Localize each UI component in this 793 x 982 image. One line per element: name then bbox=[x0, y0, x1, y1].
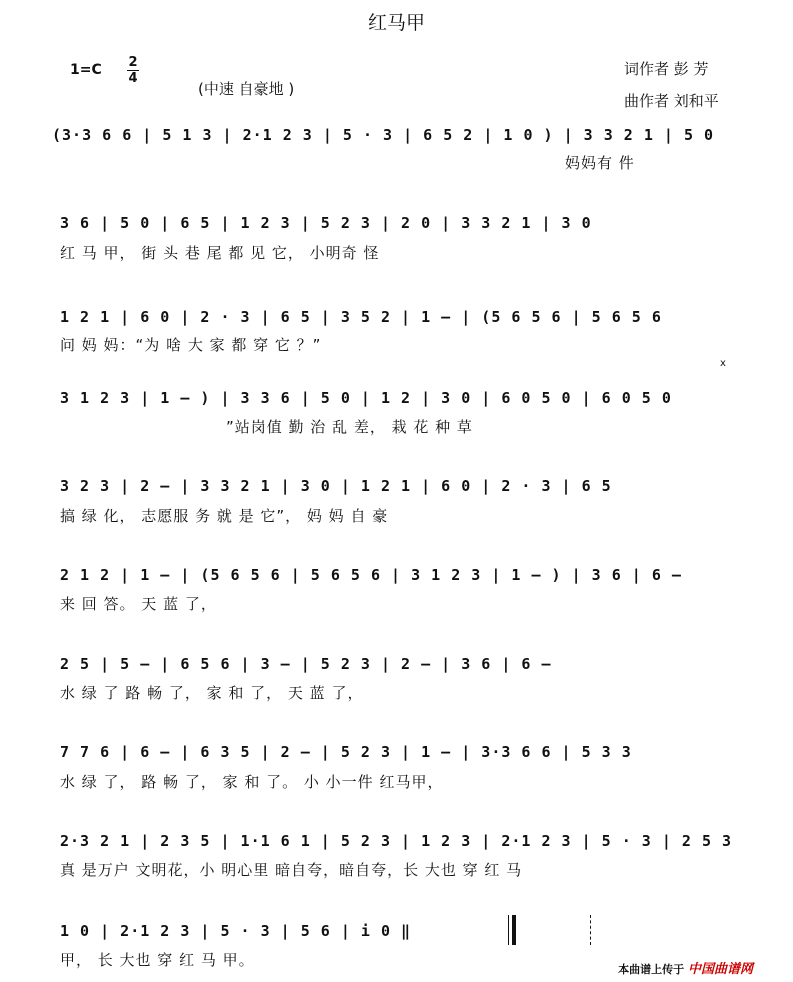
time-signature bbox=[125, 55, 141, 86]
score-row-6-notes: 2 1 2 | 1 – | (5 6 5 6 | 5 6 5 6 | 3 1 2 3 | 1 – ) | 3 6 | 6 – bbox=[60, 566, 682, 584]
score-row-6-lyrics: 来 回 答。 天 蓝 了， bbox=[60, 595, 217, 613]
score-row-5-notes: 3 2 3 | 2 – | 3 3 2 1 | 3 0 | 1 2 1 | 6 0 | 2 · 3 | 6 5 bbox=[60, 477, 612, 495]
score-row-8-lyrics: 水 绿 了， 路 畅 了， 家 和 了。 小 小一件 红马甲， bbox=[60, 773, 444, 791]
tempo-marking: (中速 自豪地 ) bbox=[198, 80, 295, 98]
score-row-3-lyrics: 问 妈 妈：“为 啥 大 家 都 穿 它 ？” bbox=[60, 336, 322, 354]
final-barline-thin bbox=[508, 915, 509, 945]
score-row-4-notes: 3 1 2 3 | 1 – ) | 3 3 6 | 5 0 | 1 2 | 3 0 | 6 0 5 0 | 6 0 5 0 bbox=[60, 389, 672, 407]
score-row-10-notes: 1 0 | 2·1 2 3 | 5 · 3 | 5 6 | i 0 ‖ bbox=[60, 922, 412, 940]
score-row-9-lyrics: 真 是万户 文明花，小 明心里 暗自夸，暗自夸，长 大也 穿 红 马 bbox=[60, 861, 523, 879]
lyricist-credit: 词作者 彭 芳 bbox=[624, 60, 709, 78]
time-signature-bottom: 4 bbox=[128, 71, 138, 86]
score-row-3-notes: 1 2 1 | 6 0 | 2 · 3 | 6 5 | 3 5 2 | 1 – | (5 6 5 6 | 5 6 5 6 bbox=[60, 308, 662, 326]
score-row-1-notes: (3·3 6 6 | 5 1 3 | 2·1 2 3 | 5 · 3 | 6 5 2 | 1 0 ) | 3 3 2 1 | 5 0 bbox=[52, 126, 715, 144]
score-row-2-notes: 3 6 | 5 0 | 6 5 | 1 2 3 | 5 2 3 | 2 0 | 3 3 2 1 | 3 0 bbox=[60, 214, 592, 232]
score-row-7-notes: 2 5 | 5 – | 6 5 6 | 3 – | 5 2 3 | 2 – | 3 6 | 6 – bbox=[60, 655, 552, 673]
score-row-9-notes: 2·3 2 1 | 2 3 5 | 1·1 6 1 | 5 2 3 | 1 2 3 | 2·1 2 3 | 5 · 3 | 2 5 3 bbox=[60, 832, 733, 850]
dashed-divider bbox=[590, 915, 591, 945]
score-row-8-notes: 7 7 6 | 6 – | 6 3 5 | 2 – | 5 2 3 | 1 – | 3·3 6 6 | 5 3 3 bbox=[60, 743, 632, 761]
score-row-1-lyrics: 妈妈有 件 bbox=[565, 154, 635, 172]
upload-footer bbox=[618, 958, 753, 977]
upload-footer-text: 本曲谱上传于 bbox=[618, 963, 685, 976]
score-row-2-lyrics: 红 马 甲， 街 头 巷 尾 都 见 它， 小明奇 怪 bbox=[60, 244, 380, 262]
composer-credit: 曲作者 刘和平 bbox=[624, 92, 719, 110]
key-signature: 1=C bbox=[70, 62, 102, 78]
song-title: 红马甲 bbox=[367, 12, 425, 34]
score-row-5-lyrics: 搞 绿 化， 志愿服 务 就 是 它”， 妈 妈 自 豪 bbox=[60, 507, 389, 525]
corner-mark: x bbox=[720, 358, 726, 369]
final-barline-thick bbox=[512, 915, 516, 945]
score-row-7-lyrics: 水 绿 了 路 畅 了， 家 和 了， 天 蓝 了， bbox=[60, 684, 364, 702]
score-row-10-lyrics: 甲， 长 大也 穿 红 马 甲。 bbox=[60, 951, 255, 969]
time-signature-top: 2 bbox=[128, 55, 138, 70]
score-row-4-lyrics: ”站岗值 勤 治 乱 差， 栽 花 种 草 bbox=[226, 418, 473, 436]
site-brand-logo[interactable]: 中国曲谱网 bbox=[687, 962, 753, 977]
